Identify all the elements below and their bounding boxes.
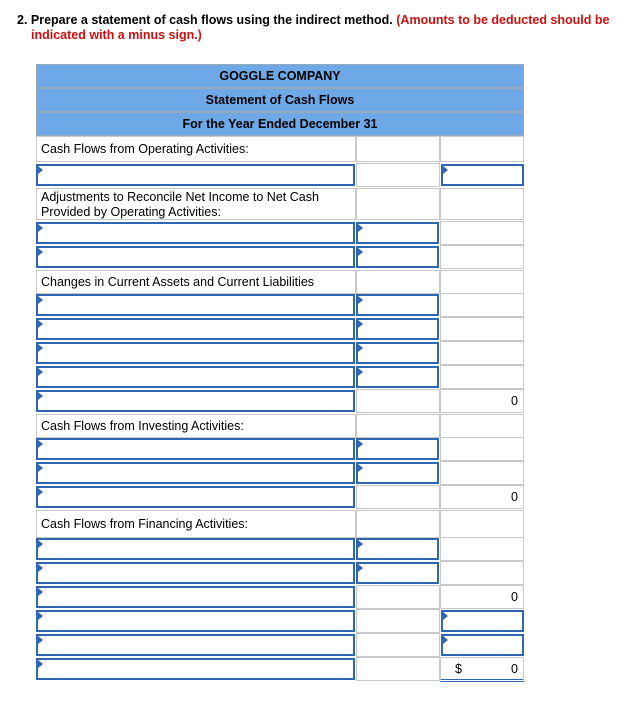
cell-blank (440, 245, 524, 269)
dropdown-flag-icon (38, 660, 43, 668)
changes-label: Changes in Current Assets and Current Liabilities (41, 275, 315, 289)
financing-label-input[interactable] (36, 562, 355, 584)
dropdown-flag-icon (443, 636, 448, 644)
cell-blank (440, 414, 524, 438)
dropdown-flag-icon (38, 166, 43, 174)
question-emphasis-1: (Amounts to be deducted should be (396, 13, 610, 27)
financing-total-cell (440, 585, 524, 609)
dropdown-flag-icon (38, 636, 43, 644)
cash-flow-statement (36, 64, 524, 682)
dropdown-flag-icon (443, 166, 448, 174)
financing-total-label-input[interactable] (36, 586, 355, 608)
dropdown-flag-icon (358, 344, 363, 352)
investing-total-label-input[interactable] (36, 486, 355, 508)
dropdown-flag-icon (38, 392, 43, 400)
adjustments-label-1: Adjustments to Reconcile Net Income to Net Cash (41, 190, 319, 204)
financing-amount-input[interactable] (356, 562, 439, 584)
cell-blank (356, 136, 440, 162)
investing-label-input[interactable] (36, 462, 355, 484)
investing-total-cell (440, 485, 524, 509)
dropdown-flag-icon (38, 368, 43, 376)
cell-blank (440, 461, 524, 485)
net-income-label-input[interactable] (36, 164, 355, 186)
financing-amount-input[interactable] (356, 538, 439, 560)
dropdown-flag-icon (358, 440, 363, 448)
cell-blank (440, 293, 524, 317)
cell-blank (440, 188, 524, 220)
net-change-label-input[interactable] (36, 610, 355, 632)
cell-blank (440, 510, 524, 538)
cell-blank (356, 633, 440, 657)
question-emphasis-2: indicated with a minus sign.) (31, 28, 202, 42)
cell-blank (440, 561, 524, 585)
cell-blank (356, 414, 440, 438)
dropdown-flag-icon (38, 488, 43, 496)
cell-blank (356, 188, 440, 220)
operating-total-label-input[interactable] (36, 390, 355, 412)
operating-label: Cash Flows from Operating Activities: (41, 142, 249, 156)
cell-blank (440, 270, 524, 294)
financing-label: Cash Flows from Financing Activities: (41, 517, 249, 531)
beginning-cash-amount-input[interactable] (441, 634, 524, 656)
operating-total-value: 0 (511, 394, 518, 408)
change-label-input[interactable] (36, 294, 355, 316)
dropdown-flag-icon (38, 440, 43, 448)
dropdown-flag-icon (38, 248, 43, 256)
cell-blank (440, 537, 524, 561)
change-label-input[interactable] (36, 318, 355, 340)
row-changes-label (36, 270, 356, 294)
dropdown-flag-icon (358, 296, 363, 304)
dropdown-flag-icon (38, 224, 43, 232)
adjustment-label-input[interactable] (36, 222, 355, 244)
row-investing-label (36, 414, 356, 438)
dropdown-flag-icon (358, 224, 363, 232)
cell-blank (356, 485, 440, 509)
change-amount-input[interactable] (356, 366, 439, 388)
change-label-input[interactable] (36, 342, 355, 364)
investing-amount-input[interactable] (356, 462, 439, 484)
cell-blank (356, 585, 440, 609)
financing-label-input[interactable] (36, 538, 355, 560)
change-amount-input[interactable] (356, 318, 439, 340)
cell-blank (356, 510, 440, 538)
dropdown-flag-icon (38, 588, 43, 596)
row-financing-label (36, 510, 356, 538)
investing-label: Cash Flows from Investing Activities: (41, 419, 244, 433)
cell-blank (440, 437, 524, 461)
question-text: 2. Prepare a statement of cash flows using the indirect method. (17, 13, 397, 27)
row-operating-label (36, 136, 356, 162)
ending-cash-total-value: 0 (511, 661, 518, 676)
dropdown-flag-icon (358, 248, 363, 256)
financing-total-value: 0 (511, 590, 518, 604)
adjustment-amount-input[interactable] (356, 246, 439, 268)
adjustment-amount-input[interactable] (356, 222, 439, 244)
adjustment-label-input[interactable] (36, 246, 355, 268)
operating-total-cell (440, 389, 524, 413)
company-name: GOGGLE COMPANY (36, 64, 524, 88)
beginning-cash-label-input[interactable] (36, 634, 355, 656)
adjustments-label-2: Provided by Operating Activities: (41, 205, 221, 219)
cell-blank (440, 341, 524, 365)
statement-title: Statement of Cash Flows (36, 88, 524, 112)
dropdown-flag-icon (38, 320, 43, 328)
dropdown-flag-icon (358, 464, 363, 472)
cell-blank (356, 657, 440, 681)
dropdown-flag-icon (358, 540, 363, 548)
ending-cash-total-cell (440, 657, 524, 682)
net-change-amount-input[interactable] (441, 610, 524, 632)
investing-amount-input[interactable] (356, 438, 439, 460)
dropdown-flag-icon (38, 612, 43, 620)
dropdown-flag-icon (358, 320, 363, 328)
cell-blank (356, 609, 440, 633)
cell-blank (440, 317, 524, 341)
dropdown-flag-icon (38, 344, 43, 352)
change-label-input[interactable] (36, 366, 355, 388)
statement-period: For the Year Ended December 31 (36, 112, 524, 136)
ending-cash-label-input[interactable] (36, 658, 355, 680)
dropdown-flag-icon (443, 612, 448, 620)
cell-blank (356, 389, 440, 413)
cell-blank (440, 221, 524, 245)
dropdown-flag-icon (38, 564, 43, 572)
question-prompt (17, 13, 617, 43)
dropdown-flag-icon (38, 296, 43, 304)
ending-currency: $ (455, 661, 462, 676)
investing-total-value: 0 (511, 490, 518, 504)
dropdown-flag-icon (38, 540, 43, 548)
cell-blank (356, 270, 440, 294)
dropdown-flag-icon (358, 564, 363, 572)
investing-label-input[interactable] (36, 438, 355, 460)
row-adjustments-label (36, 188, 356, 220)
change-amount-input[interactable] (356, 342, 439, 364)
dropdown-flag-icon (38, 464, 43, 472)
change-amount-input[interactable] (356, 294, 439, 316)
cell-blank (356, 163, 440, 187)
cell-blank (440, 365, 524, 389)
cell-blank (440, 136, 524, 162)
dropdown-flag-icon (358, 368, 363, 376)
net-income-amount-input[interactable] (441, 164, 524, 186)
